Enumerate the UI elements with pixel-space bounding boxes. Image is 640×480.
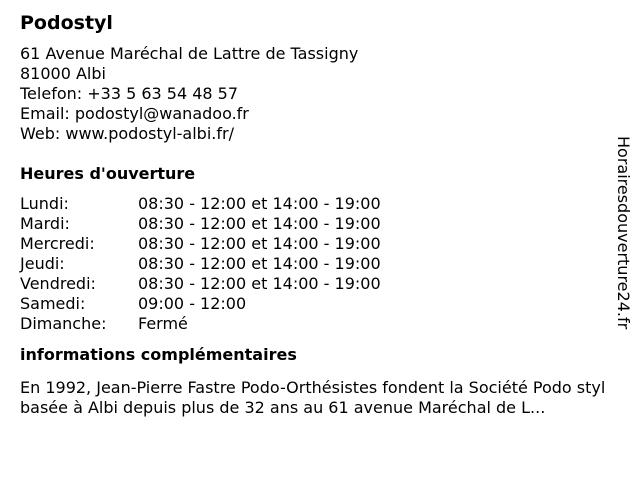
hours-time: 08:30 - 12:00 et 14:00 - 19:00 (138, 254, 381, 273)
hours-time: Fermé (138, 314, 188, 333)
contact-block (20, 44, 630, 144)
phone-text: Telefon: +33 5 63 54 48 57 (20, 84, 239, 103)
hours-day: Mardi: (20, 214, 70, 233)
hours-day: Jeudi: (20, 254, 65, 273)
address-line1: 61 Avenue Maréchal de Lattre de Tassigny (20, 44, 359, 63)
hours-title: Heures d'ouverture (20, 164, 196, 183)
info-title: informations complémentaires (20, 345, 297, 364)
info-text: En 1992, Jean-Pierre Fastre Podo-Orthésistes fondent la Société Podo styl basée à Albi depuis plus de 32 ans au 61 avenue Maréchal de L... (20, 378, 606, 417)
hours-day: Samedi: (20, 294, 86, 313)
hours-day: Dimanche: (20, 314, 107, 333)
hours-time: 08:30 - 12:00 et 14:00 - 19:00 (138, 234, 381, 253)
hours-row-tuesday (20, 214, 630, 234)
hours-table (20, 194, 630, 334)
hours-row-thursday (20, 254, 630, 274)
web-text: Web: www.podostyl-albi.fr/ (20, 124, 234, 143)
hours-row-wednesday (20, 234, 630, 254)
email-text: Email: podostyl@wanadoo.fr (20, 104, 249, 123)
hours-day: Vendredi: (20, 274, 96, 293)
business-name: Podostyl (20, 12, 113, 34)
watermark-text: Horairesdouverture24.fr (614, 136, 633, 330)
hours-row-friday (20, 274, 630, 294)
hours-day: Lundi: (20, 194, 69, 213)
business-card (20, 10, 630, 418)
hours-time: 09:00 - 12:00 (138, 294, 247, 313)
hours-day: Mercredi: (20, 234, 95, 253)
hours-time: 08:30 - 12:00 et 14:00 - 19:00 (138, 214, 381, 233)
hours-row-sunday (20, 314, 630, 334)
hours-row-monday (20, 194, 630, 214)
hours-time: 08:30 - 12:00 et 14:00 - 19:00 (138, 194, 381, 213)
hours-row-saturday (20, 294, 630, 314)
hours-time: 08:30 - 12:00 et 14:00 - 19:00 (138, 274, 381, 293)
address-line2: 81000 Albi (20, 64, 106, 83)
